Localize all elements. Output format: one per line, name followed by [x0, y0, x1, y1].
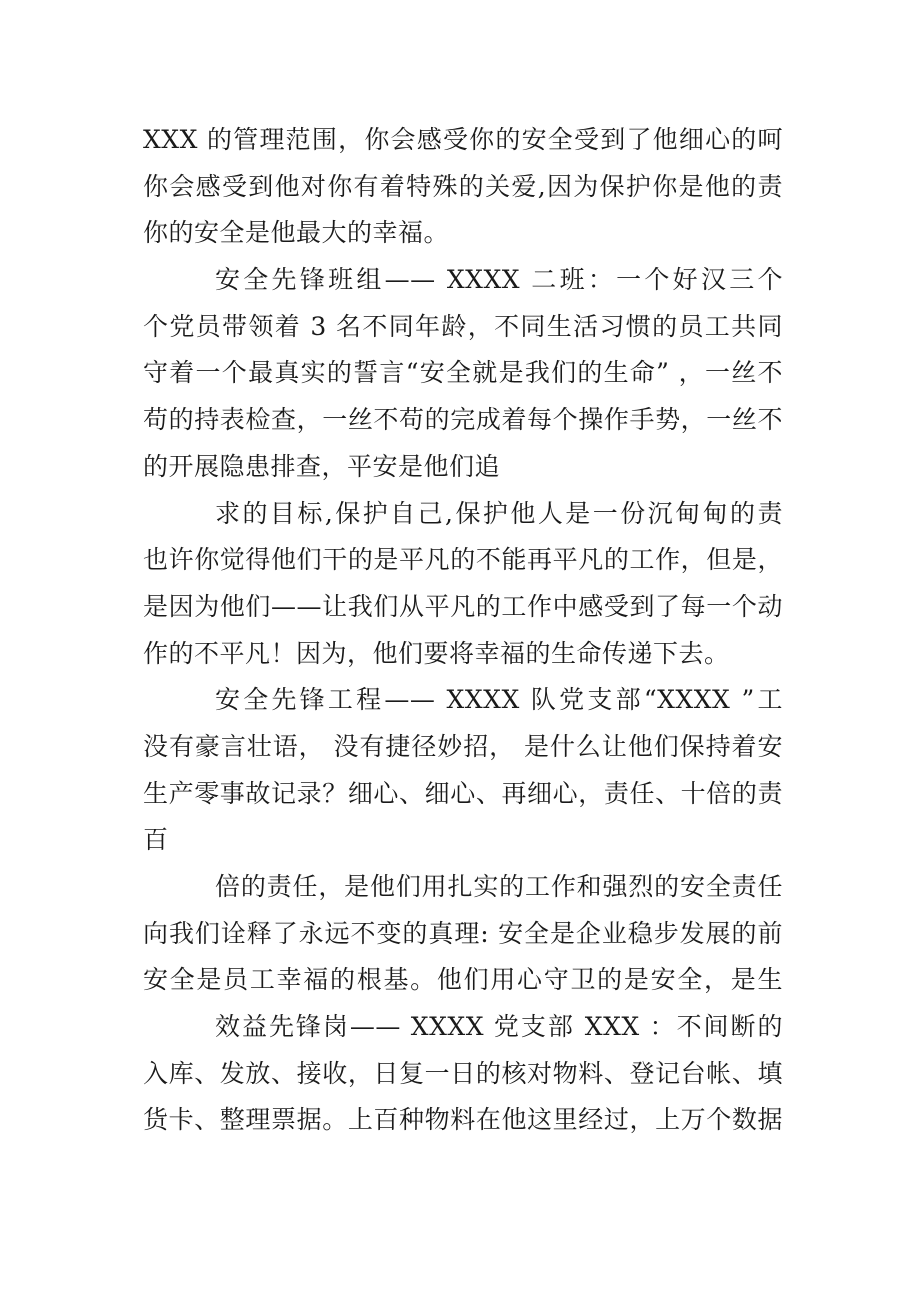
text-line: 效益先锋岗—— XXXX 党支部 XXX ：不间断的: [215, 1012, 783, 1042]
text-line: 的开展隐患排查，平安是他们追: [143, 451, 501, 481]
text-line: 守着一个最真实的誓言“安全就是我们的生命” ，一丝不: [143, 358, 783, 388]
text-line: 没有豪言壮语， 没有捷径妙招， 是什么让他们保持着安: [143, 731, 783, 761]
text-line: 百: [143, 825, 169, 855]
text-line: 安全先锋班组—— XXXX 二班：一个好汉三个: [215, 265, 783, 295]
text-line: 也许你觉得他们干的是平凡的不能再平凡的工作，但是，: [143, 545, 783, 575]
text-line: 生产零事故记录？细心、细心、再细心，责任、十倍的责: [143, 778, 783, 808]
text-line: 个党员带领着 3 名不同年龄，不同生活习惯的员工共同: [143, 311, 783, 341]
text-line: 是因为他们——让我们从平凡的工作中感受到了每一个动: [143, 591, 783, 621]
text-line: 向我们诠释了永远不变的真理: 安全是企业稳步发展的前: [143, 918, 783, 948]
text-line: 苟的持表检查，一丝不苟的完成着每个操作手势，一丝不: [143, 405, 783, 435]
text-line: 作的不平凡！因为，他们要将幸福的生命传递下去。: [143, 638, 730, 668]
text-line: 货卡、整理票据。上百种物料在他这里经过，上万个数据: [143, 1105, 783, 1135]
text-line: 安全是员工幸福的根基。他们用心守卫的是安全，是生: [143, 965, 783, 995]
text-line: 你会感受到他对你有着特殊的关爱,因为保护你是他的责: [143, 171, 783, 201]
text-line: 倍的责任，是他们用扎实的工作和强烈的安全责任: [215, 872, 783, 901]
text-line: 安全先锋工程—— XXXX 队党支部“XXXX ”工: [215, 685, 783, 715]
text-line: 求的目标,保护自己,保护他人是一份沉甸甸的责: [215, 498, 783, 528]
text-line: 入库、发放、接收，日复一日的核对物料、登记台帐、填: [143, 1058, 783, 1088]
text-line: 你的安全是他最大的幸福。: [143, 218, 450, 248]
body-text: [143, 117, 783, 1144]
text-line: XXX 的管理范围，你会感受你的安全受到了他细心的呵: [143, 125, 783, 154]
